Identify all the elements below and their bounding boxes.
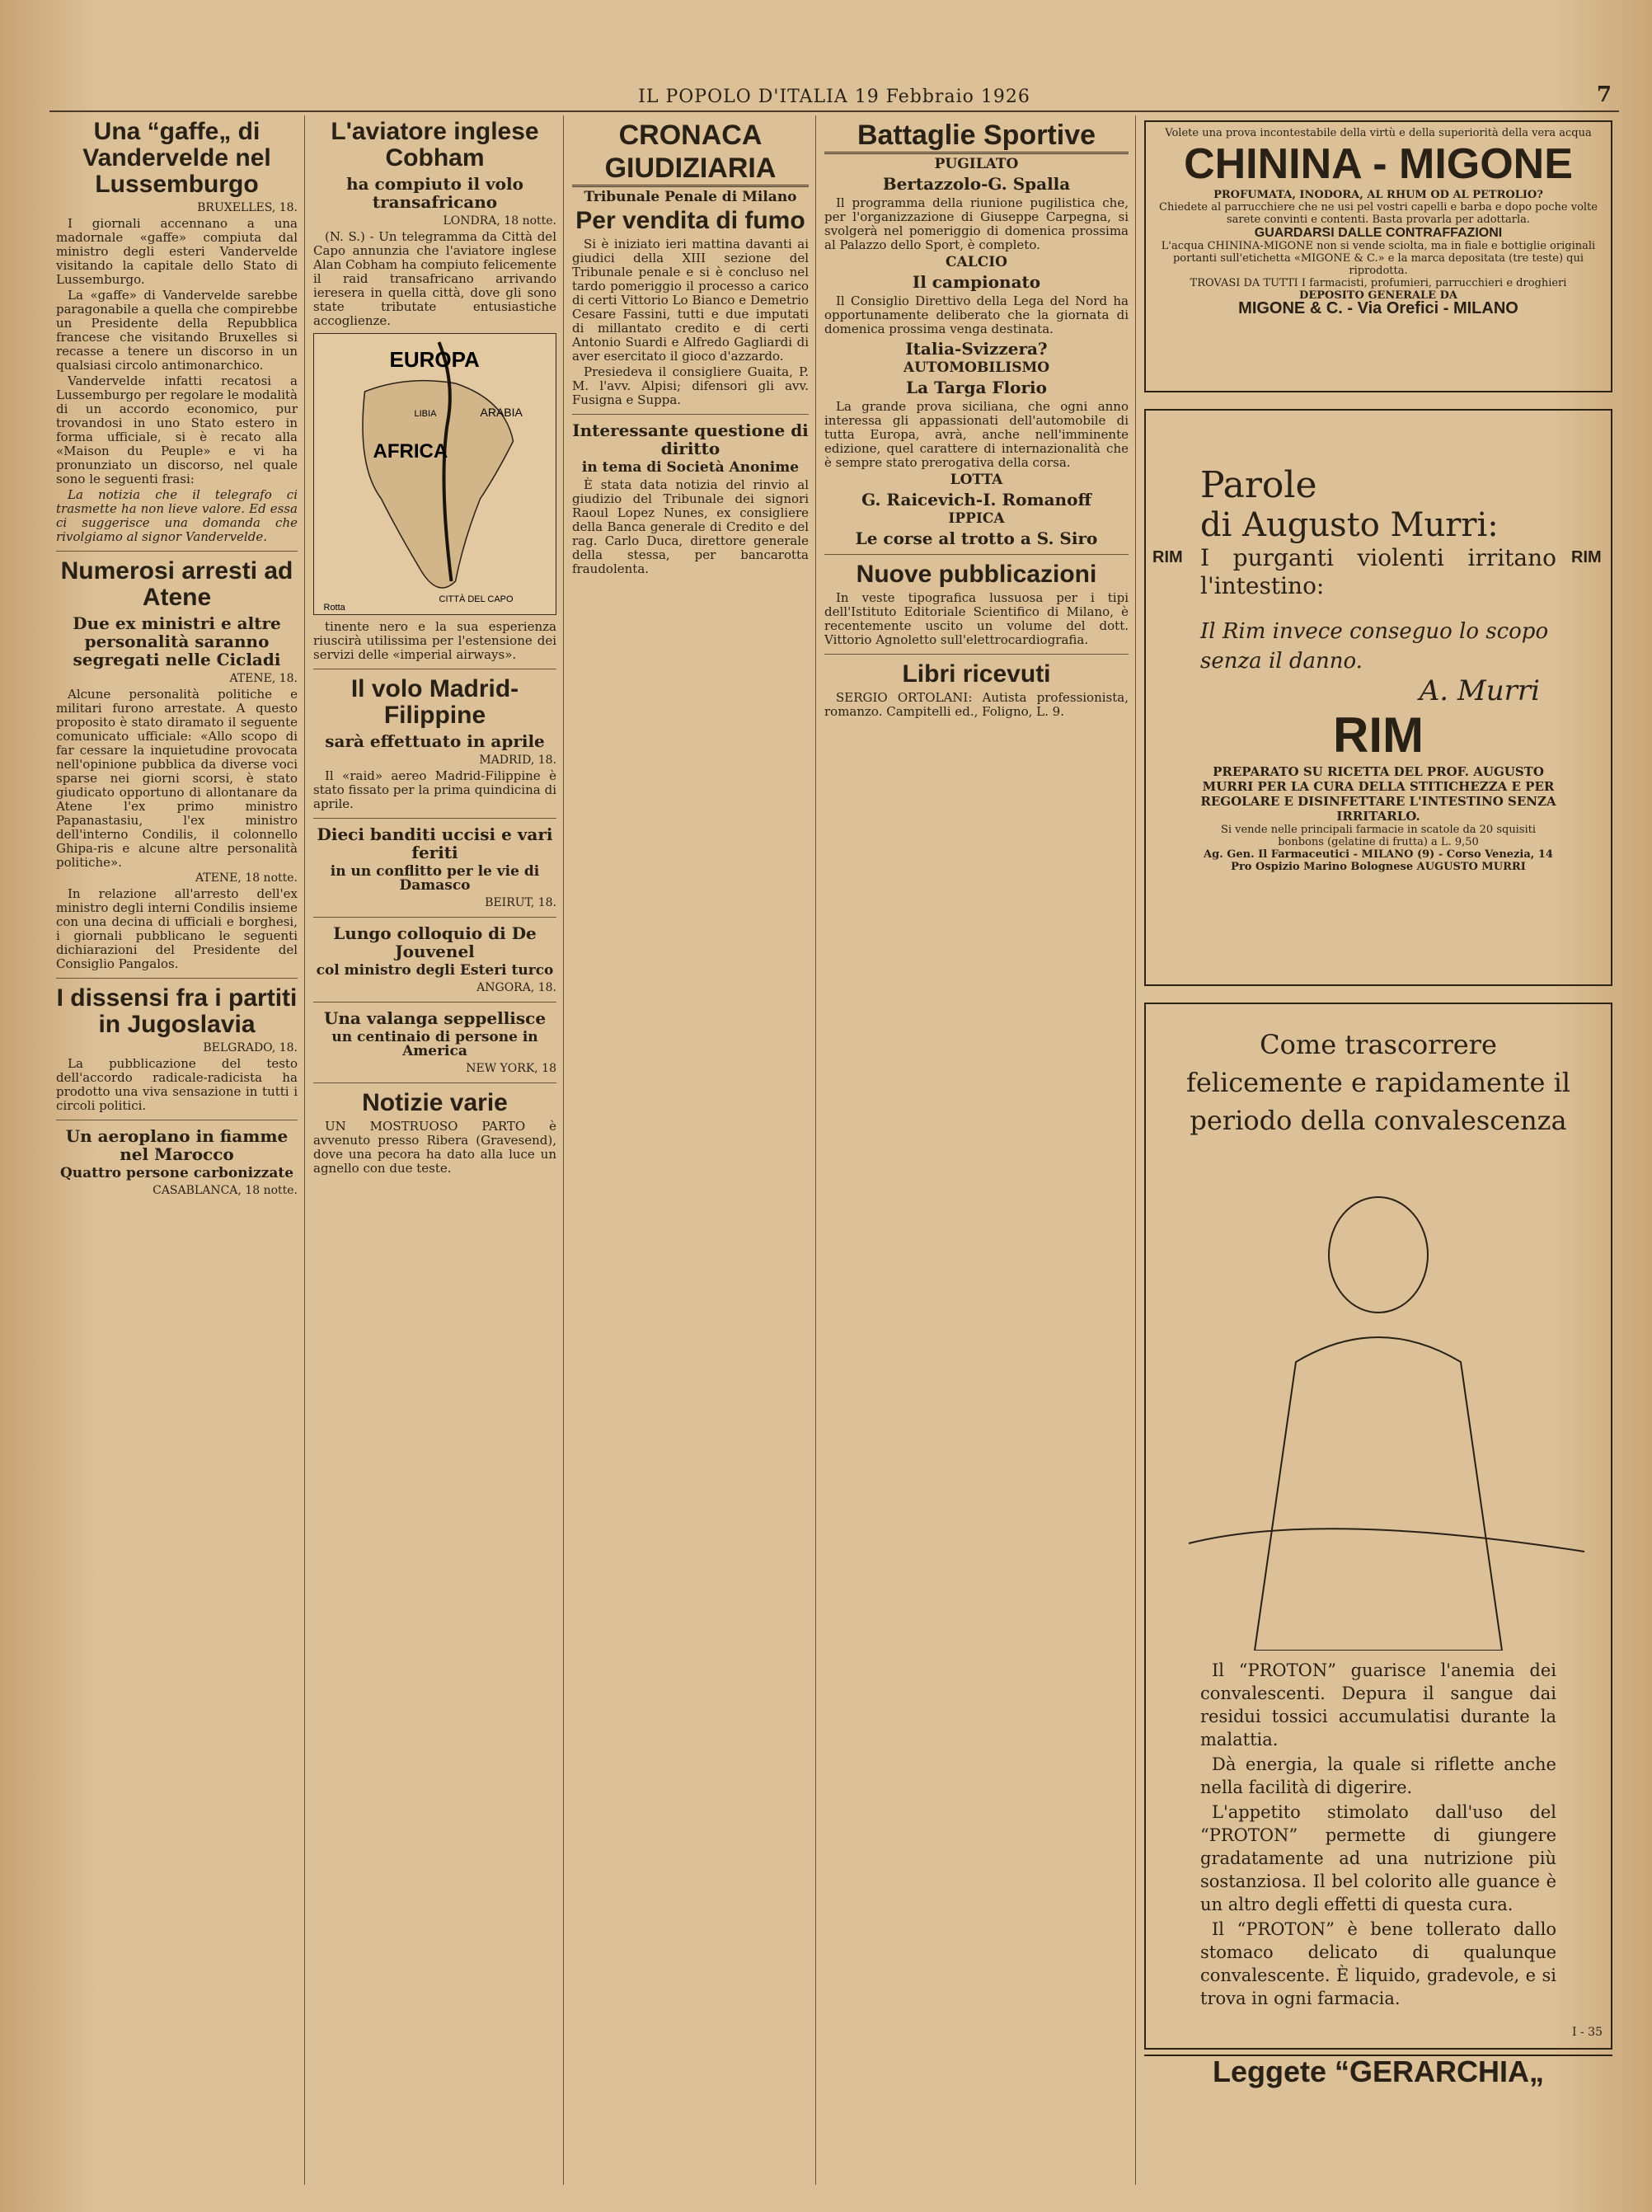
- dateline: ATENE, 18 notte.: [195, 871, 298, 885]
- ad-rim-title: di Augusto Murri:: [1200, 506, 1499, 544]
- subheadline-jouvenel: col ministro degli Esteri turco: [316, 962, 554, 979]
- article-paragraph: Si è iniziato ieri mattina davanti ai giudici della XIII sezione del Tribunale penale e si è concluso nel tardo pomeriggio il processo a carico di certi Vittorio Lo Bianco e Demetrio Cesare Fassini, tutti e due imputati di millantato credito e di certi Antonio Suardi e Alfredo Gagliardi di aver esercitato il gioco d'azzardo.: [572, 237, 809, 364]
- divider: [824, 554, 1129, 555]
- column-3: [566, 115, 816, 2185]
- subheadline-madrid: sarà effettuato in aprile: [325, 731, 545, 751]
- headline-notizie-varie: Notizie varie: [362, 1089, 508, 1116]
- article-paragraph: Alcune personalità politiche e militari furono arrestate. A questo proposito è stato diramato il seguente comunicato ufficiale: «Allo scopo di far cessare la inquietudine provocata nell'opinione pubblica da diverse voci sparse nei giorni scorsi, è stato giudicato opportuno di allontanare da Atene l'ex primo ministro Papanastasiu, l'ex ministro dell'interno Condilis, il colonnello Ghipa-ris e alcune altre personalità politiche».: [56, 687, 298, 870]
- ad-rim-description: PREPARATO SU RICETTA DEL PROF. AUGUSTO MURRI PER LA CURA DELLA STITICHEZZA E PER REGOLARE E DISINFETTARE L'INTESTINO SENZA IRRITARLO.: [1200, 764, 1556, 824]
- sport-category: PUGILATO: [934, 156, 1019, 172]
- dateline: BRUXELLES, 18.: [197, 201, 298, 214]
- dateline: CASABLANCA, 18 notte.: [153, 1184, 298, 1197]
- article-paragraph: I giornali accennano a una madornale «gaffe» compiuta dal ministro degli esteri Vandervelde visitando la capitale dello Stato di Lussemburgo.: [56, 216, 298, 287]
- ad-text: L'acqua CHININA-MIGONE non si vende sciolta, ma in fiale e bottiglie originali portanti sull'etichetta «MIGONE & C.» e la marca depositata (tre teste) qui riprodotta.: [1161, 240, 1596, 277]
- ad-rim-handwriting: Il Rim invece conseguo lo scopo: [1200, 619, 1549, 644]
- convalescent-woman-illustration: [1156, 1156, 1601, 1651]
- dateline: ANGORA, 18.: [476, 981, 556, 994]
- dateline: ATENE, 18.: [229, 672, 298, 685]
- editorial-note: La notizia che il telegrafo ci trasmette ha non lieve valore. Ed essa ci suggerisce una domanda che rivolgiamo al signor Vandervelde.: [56, 487, 298, 544]
- ad-rim-quote: I purganti violenti irritano l'intestino:: [1200, 544, 1556, 599]
- article-paragraph: In veste tipografica lussuosa per i tipi dell'Istituto Editoriale Scientifico di Milano, è recentemente uscito un volume del dott. Vittorio Agnoletto sull'elettrocardiografia.: [824, 590, 1129, 647]
- map-label-libia: LIBIA: [414, 409, 437, 419]
- ad-tagline: PROFUMATA, INODORA, AL RHUM OD AL PETROLIO?: [1213, 189, 1543, 201]
- headline-madrid: Il volo Madrid-Filippine: [350, 675, 519, 729]
- article-paragraph: La «gaffe» di Vandervelde sarebbe paragonabile a quella che compirebbe un Presidente della Repubblica francese che visitando Bruxelles si recasse a tenere un discorso in un qualsiasi circolo antimonarchico.: [56, 288, 298, 373]
- headline-libri: Libri ricevuti: [902, 660, 1051, 688]
- ad-rim-address: Ag. Gen. Il Farmaceutici - MILANO (9) - Corso Venezia, 14: [1204, 848, 1553, 861]
- divider: [313, 917, 556, 918]
- ad-text: Chiedete al parrucchiere che ne usi pel vostri capelli e barba e dopo poche volte sarete convinti e contenti. Basta provarla per adottarla.: [1159, 201, 1598, 226]
- page-number: 7: [1596, 82, 1612, 107]
- dateline: LONDRA, 18 notte.: [443, 214, 556, 228]
- article-paragraph: La grande prova siciliana, che ogni anno interessa gli appassionati dell'automobile di tutta Europa, avrà, anche nell'imminente edizione, quel carattere di internazionalità che è sempre stato prerogativa della corsa.: [824, 399, 1129, 470]
- ad-rim-signature: A. Murri: [1419, 674, 1540, 707]
- columns: [49, 115, 1619, 2185]
- ad-brand: CHININA - MIGONE: [1184, 140, 1573, 188]
- article-paragraph: Il Consiglio Direttivo della Lega del Nord ha opportunamente deliberato che la giornata di domenica prossima venga destinata.: [824, 294, 1129, 336]
- sport-headline: La Targa Florio: [906, 378, 1047, 397]
- sport-headline: Italia-Svizzera?: [905, 339, 1048, 359]
- headline-valanga: Una valanga seppellisce: [323, 1008, 547, 1028]
- map-label-africa: AFRICA: [373, 440, 448, 463]
- ad-warning: GUARDARSI DALLE CONTRAFFAZIONI: [1254, 226, 1503, 240]
- section-battaglie-sportive: Battaglie Sportive: [824, 119, 1129, 154]
- sport-category: AUTOMOBILISMO: [903, 359, 1050, 376]
- ad-proton-paragraph: Il “PROTON” è bene tollerato dallo stomaco delicato di qualunque convalescente. È liquido, gradevole, e si trova in ogni farmacia.: [1200, 1919, 1556, 2008]
- ad-text: TROVASI DA TUTTI I farmacisti, profumieri, parrucchieri e droghieri: [1190, 277, 1567, 289]
- dateline: MADRID, 18.: [479, 754, 556, 767]
- masthead: [49, 82, 1619, 112]
- dateline: NEW YORK, 18: [466, 1062, 556, 1075]
- sport-headline: Le corse al trotto a S. Siro: [855, 528, 1098, 548]
- subheadline-damasco: in un conflitto per le vie di Damasco: [330, 863, 540, 894]
- dateline: BEIRUT, 18.: [485, 896, 556, 909]
- divider: [313, 1002, 556, 1003]
- column-1: [49, 115, 305, 2185]
- article-paragraph: Vandervelde infatti recatosi a Lussemburgo per regolare le modalità di un accordo economico, pur trovandosi in uno Stato estero in forma ufficiale, si è recato alla «Maison du Peuple» e vi ha pronunziato un discorso, nel quale sono le seguenti frasi:: [56, 373, 298, 486]
- sport-headline: Bertazzolo-G. Spalla: [882, 174, 1071, 194]
- article-paragraph: È stata data notizia del rinvio al giudizio del Tribunale dei signori Raoul Lopez Nunes, ex consigliere della Banca generale di Credito e del rag. Carlo Duca, direttore generale della stessa, per bancarotta fraudolenta.: [572, 477, 809, 576]
- article-paragraph: SERGIO ORTOLANI: Autista professionista, romanzo. Campitelli ed., Foligno, L. 9.: [824, 690, 1129, 719]
- ad-top-line: Volete una prova incontestabile della virtù e della superiorità della vera acqua: [1165, 127, 1592, 139]
- masthead-title: IL POPOLO D'ITALIA 19 Febbraio 1926: [638, 86, 1030, 107]
- ad-proton-paragraph: L'appetito stimolato dall'uso del “PROTON” permette di giungere gradatamente ad una nutrizione più sostanziosa. Il bel colorito alle guance è un altro degli effetti di questa cura.: [1200, 1802, 1556, 1914]
- headline-diritto: Interessante questione di diritto: [572, 420, 809, 458]
- map-label-rotta: Rotta: [323, 603, 345, 613]
- subheadline-valanga: un centinaio di persone in America: [331, 1029, 538, 1059]
- subheadline-aeroplano: Quattro persone carbonizzate: [59, 1165, 294, 1181]
- section-cronaca-giudiziaria: CRONACA GIUDIZIARIA: [572, 119, 809, 187]
- ad-rim-small: Si vende nelle principali farmacie in scatole da 20 squisiti bonbons (gelatine di frutta) a L. 9,50: [1220, 824, 1537, 848]
- divider: [313, 818, 556, 819]
- sport-headline: G. Raicevich-I. Romanoff: [861, 490, 1091, 510]
- article-paragraph: La pubblicazione del testo dell'accordo radicale-radicista ha prodotto una viva sensazione in tutti i circoli politici.: [56, 1056, 298, 1113]
- headline-jouvenel: Lungo colloquio di De Jouvenel: [333, 923, 537, 961]
- ad-rim-brand: RIM: [1333, 707, 1424, 763]
- map-label-arabia: ARABIA: [480, 406, 523, 419]
- footer-gerarchia: Leggete “GERARCHIA„: [1144, 2055, 1612, 2078]
- article-paragraph: In relazione all'arresto dell'ex ministro degli interni Condilis insieme con una decina di ufficiali e borghesi, i giornali pubblicano le seguenti dichiarazioni del Presidente del Consiglio Pangalos.: [56, 886, 298, 971]
- ad-rim-ospizio: Pro Ospizio Marino Bolognese AUGUSTO MURRI: [1231, 861, 1526, 873]
- ad-rim-side-label: RIM: [1152, 548, 1183, 566]
- africa-route-map: [313, 333, 556, 615]
- ad-depot: DEPOSITO GENERALE DA: [1299, 289, 1457, 302]
- sport-category: IPPICA: [948, 510, 1005, 527]
- sport-category: LOTTA: [950, 472, 1003, 488]
- ad-proton-paragraph: Il “PROTON” guarisce l'anemia dei convalescenti. Depura il sangue dai residui tossici accumulatisi durante la malattia.: [1200, 1660, 1556, 1749]
- headline-jugoslavia: I dissensi fra i partiti in Jugoslavia: [56, 984, 298, 1038]
- ad-rim-handwriting: senza il danno.: [1200, 649, 1363, 674]
- map-label-capo: CITTÀ DEL CAPO: [439, 594, 514, 604]
- map-label-europa: EUROPA: [389, 347, 480, 372]
- ad-rim-title: Parole: [1200, 464, 1317, 506]
- ad-rim-side-label: RIM: [1571, 548, 1602, 566]
- subheadline-diritto: in tema di Società Anonime: [581, 459, 800, 476]
- divider: [824, 654, 1129, 655]
- divider: [572, 414, 809, 415]
- ad-chinina-migone: [1144, 120, 1612, 392]
- article-paragraph: Il «raid» aereo Madrid-Filippine è stato fissato per la prima quindicina di aprile.: [313, 768, 556, 811]
- headline-atene: Numerosi arresti ad Atene: [60, 557, 293, 611]
- ad-rim: [1144, 409, 1612, 986]
- headline-aeroplano: Un aeroplano in fiamme nel Marocco: [65, 1126, 289, 1164]
- headline-vendita-fumo: Per vendita di fumo: [575, 207, 805, 234]
- subheadline-atene: Due ex ministri e altre personalità saranno segregati nelle Cicladi: [73, 613, 281, 669]
- article-paragraph: Il programma della riunione pugilistica che, per l'organizzazione di Giuseppe Carpegna, si svolgerà nel pomeriggio di domenica prossima al Palazzo dello Sport, è completo.: [824, 195, 1129, 252]
- sport-headline: Il campionato: [912, 272, 1041, 292]
- dateline: BELGRADO, 18.: [203, 1041, 298, 1054]
- column-5-ads: [1138, 115, 1619, 2185]
- map-drawing: [314, 334, 556, 614]
- column-2: [307, 115, 564, 2185]
- divider: [56, 978, 298, 979]
- sport-category: CALCIO: [946, 254, 1007, 270]
- subheadline-cobham: ha compiuto il volo transafricano: [346, 174, 523, 212]
- ad-proton: [1144, 1003, 1612, 2050]
- article-paragraph: Presiedeva il consigliere Guaita, P. M. l'avv. Alpisi; difensori gli avv. Fusigna e Suppa.: [572, 364, 809, 407]
- divider: [56, 551, 298, 552]
- headline-vandervelde: Una “gaffe„ di Vandervelde nel Lussemburgo: [82, 118, 271, 198]
- headline-pubblicazioni: Nuove pubblicazioni: [856, 561, 1097, 588]
- ad-proton-title: Come trascorrere felicemente e rapidamente il periodo della convalescenza: [1185, 1029, 1571, 1136]
- headline-damasco: Dieci banditi uccisi e vari feriti: [317, 824, 553, 862]
- article-paragraph: (N. S.) - Un telegramma da Città del Capo annunzia che l'aviatore inglese Alan Cobham ha compiuto felicemente il raid transafricano arrivando ieresera in quella città, dove gli sono state tributate entusiastiche accoglienze.: [313, 229, 556, 328]
- ad-address: MIGONE & C. - Via Orefici - MILANO: [1238, 299, 1518, 317]
- column-4: [818, 115, 1136, 2185]
- article-paragraph: tinente nero e la sua esperienza riuscirà utilissima per l'estensione dei servizi delle «imperial airways».: [313, 619, 556, 662]
- headline-cobham: L'aviatore inglese Cobham: [331, 118, 539, 171]
- ad-code: I - 35: [1572, 2026, 1603, 2039]
- article-paragraph: UN MOSTRUOSO PARTO è avvenuto presso Ribera (Gravesend), dove una pecora ha dato alla luce un agnello con due teste.: [313, 1119, 556, 1176]
- ad-proton-paragraph: Dà energia, la quale si riflette anche nella facilità di digerire.: [1200, 1754, 1556, 1797]
- section-subtitle: Tribunale Penale di Milano: [584, 189, 797, 205]
